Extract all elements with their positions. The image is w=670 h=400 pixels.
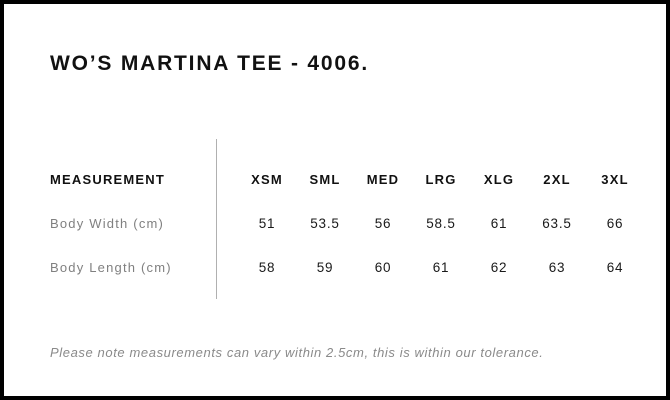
body-length-value-2xl: 63 — [548, 259, 566, 275]
measurement-column-header: MEASUREMENT — [50, 171, 166, 187]
row-label-body-width: Body Width (cm) — [50, 215, 165, 231]
size-header-2xl: 2XL — [543, 171, 571, 187]
size-header-3xl: 3XL — [601, 171, 629, 187]
body-width-value-2xl: 63.5 — [542, 215, 572, 231]
size-header-sml: SML — [309, 171, 341, 187]
size-table — [50, 157, 644, 289]
body-length-value-xlg: 62 — [490, 259, 508, 275]
body-width-value-sml: 53.5 — [310, 215, 340, 231]
body-width-value-xlg: 61 — [490, 215, 508, 231]
body-length-value-3xl: 64 — [606, 259, 624, 275]
tolerance-note: Please note measurements can vary within 2.5cm, this is within our tolerance. — [50, 345, 544, 360]
row-label-body-length: Body Length (cm) — [50, 259, 172, 275]
table-row-body-width — [50, 201, 644, 245]
body-width-value-med: 56 — [374, 215, 392, 231]
table-column-divider — [216, 139, 217, 299]
body-length-value-med: 60 — [374, 259, 392, 275]
size-header-xsm: XSM — [251, 171, 283, 187]
body-length-value-xsm: 58 — [258, 259, 276, 275]
body-width-value-3xl: 66 — [606, 215, 624, 231]
table-row-body-length — [50, 245, 644, 289]
table-header-row — [50, 157, 644, 201]
size-header-xlg: XLG — [483, 171, 515, 187]
body-width-value-lrg: 58.5 — [426, 215, 456, 231]
body-length-value-sml: 59 — [316, 259, 334, 275]
size-header-med: MED — [366, 171, 400, 187]
body-width-value-xsm: 51 — [258, 215, 276, 231]
size-header-lrg: LRG — [425, 171, 457, 187]
body-length-value-lrg: 61 — [432, 259, 450, 275]
product-title: WO’S MARTINA TEE - 4006. — [50, 52, 369, 75]
